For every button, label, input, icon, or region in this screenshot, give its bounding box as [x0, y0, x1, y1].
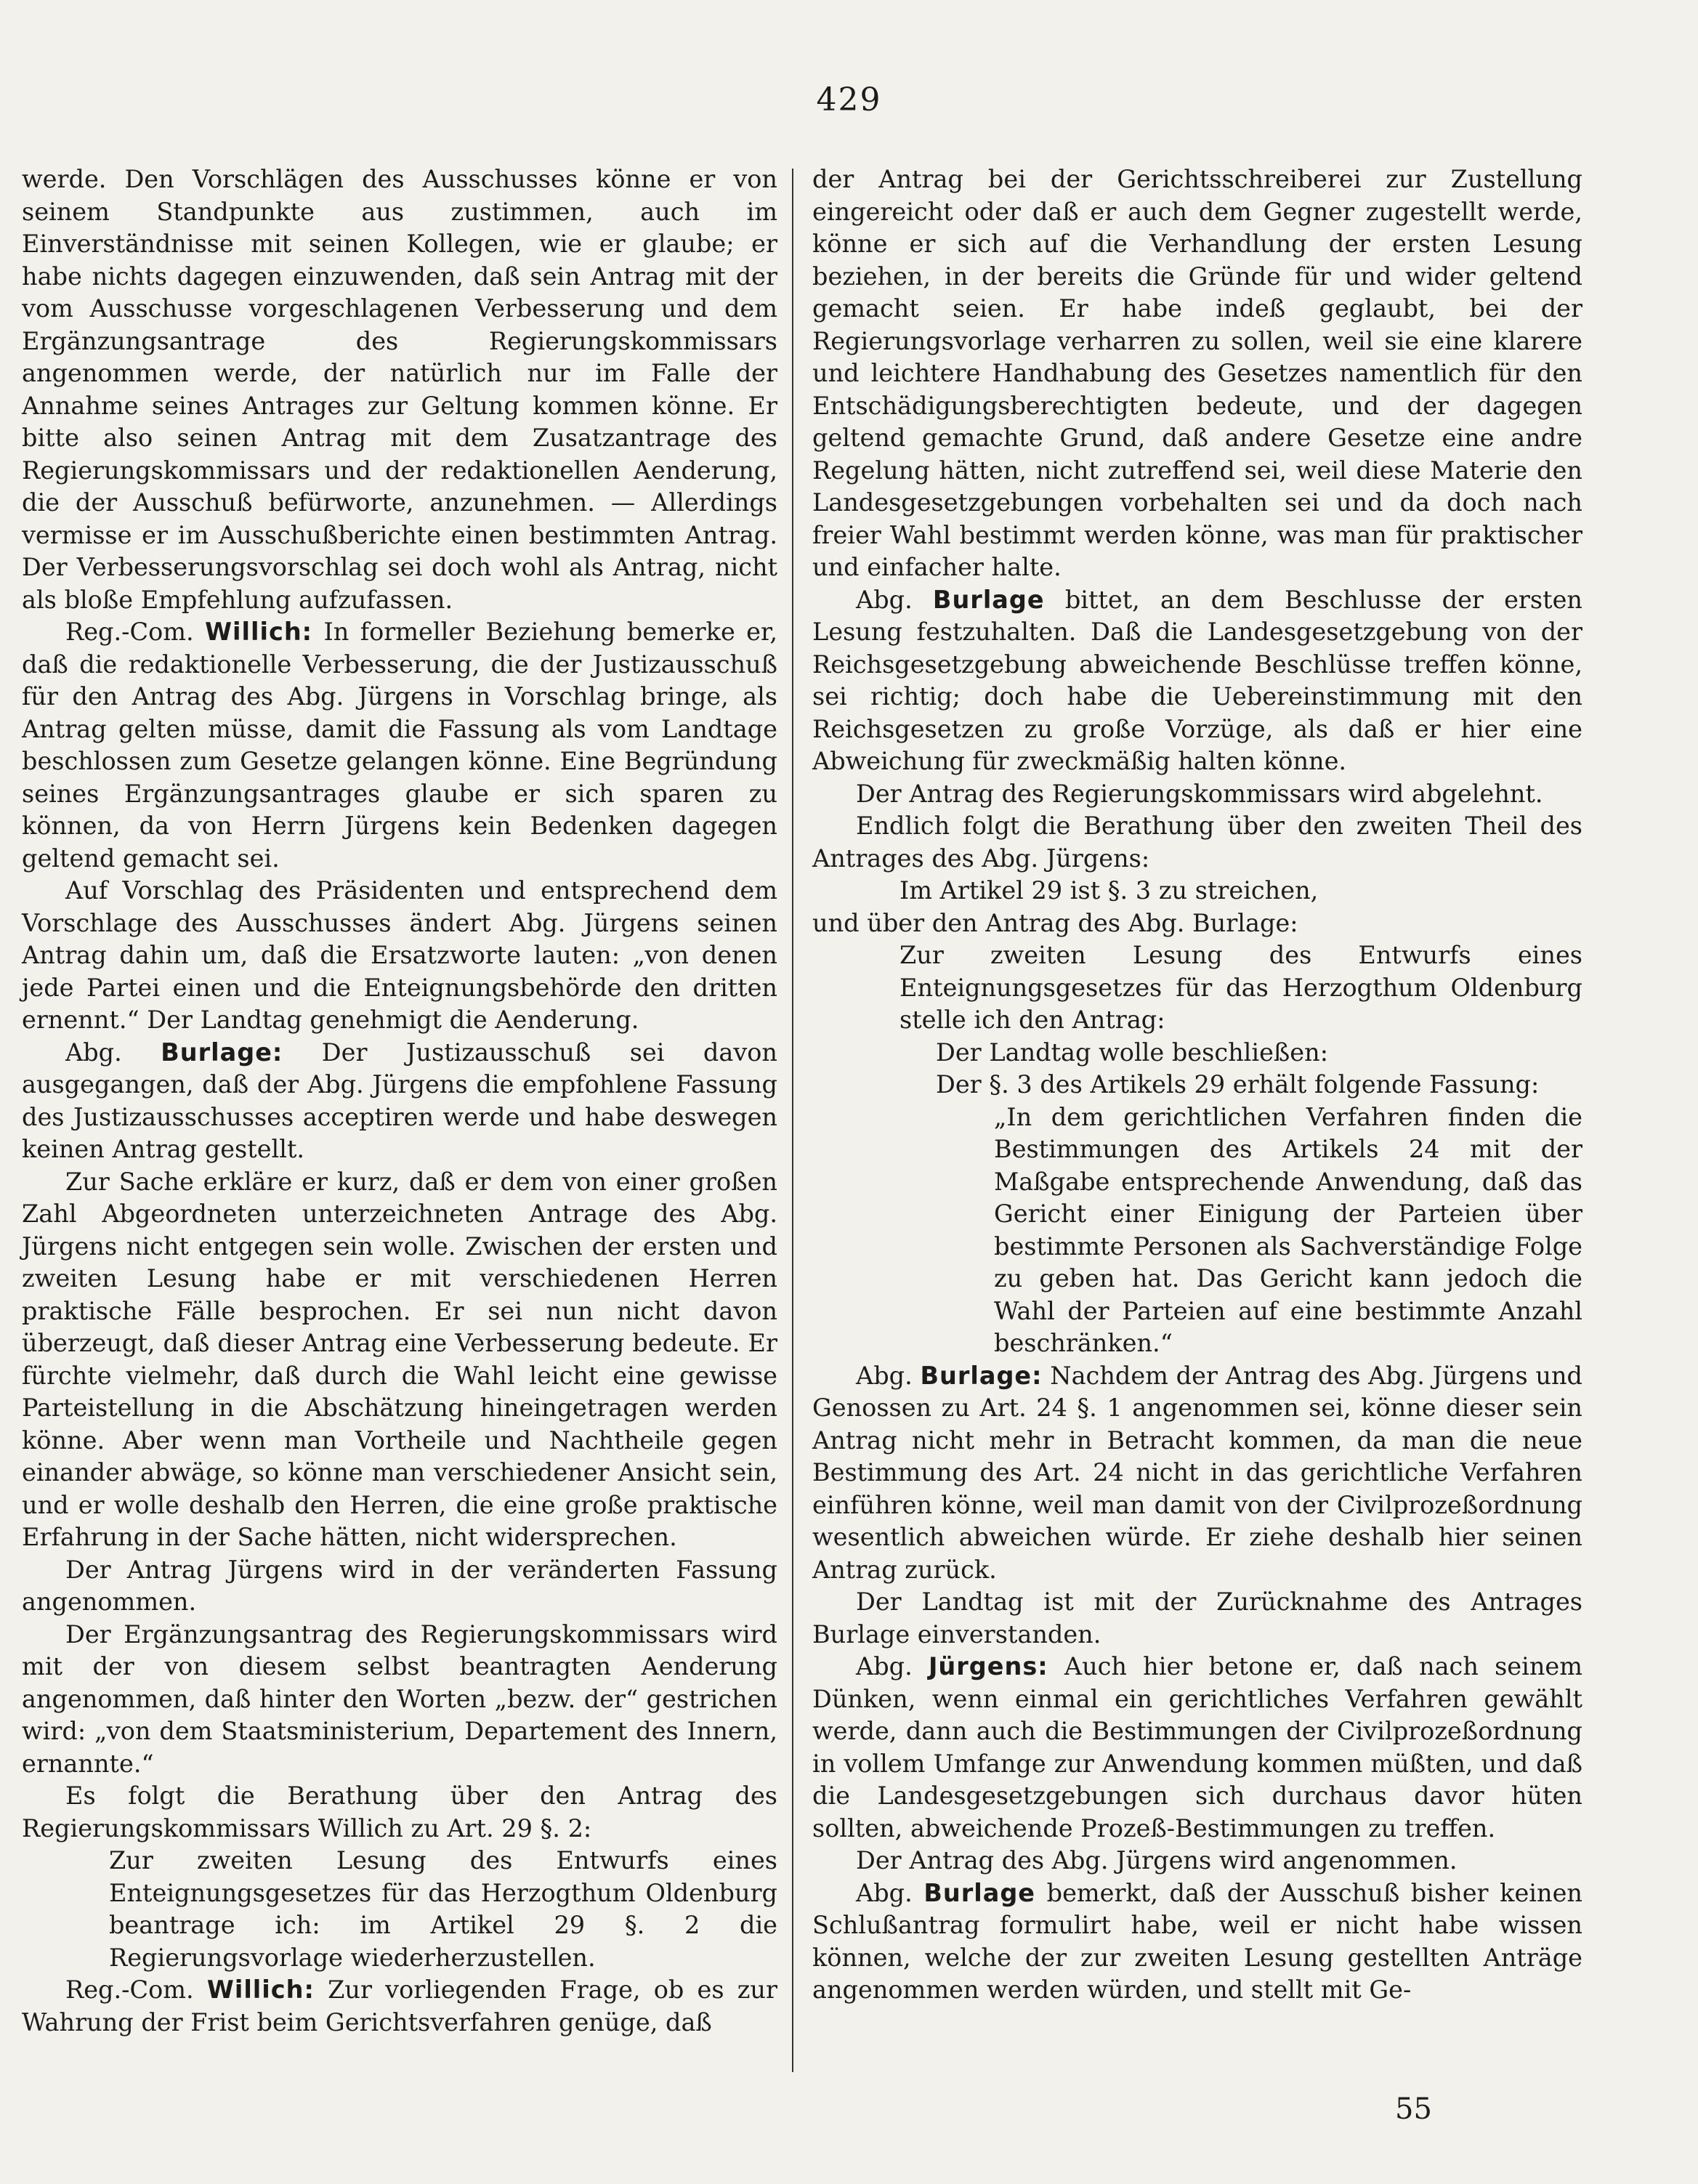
paragraph-text: Es folgt die Berathung über den Antrag des Regierungskommissars Willich zu Art. 29 §. 2:: [22, 1781, 777, 1843]
speaker-prefix: Reg.-Com.: [65, 618, 194, 646]
paragraph: [812, 810, 1582, 875]
paragraph-text: Der Antrag des Abg. Jürgens wird angenommen.: [856, 1846, 1458, 1874]
paragraph: [22, 163, 777, 616]
speaker-prefix: Abg.: [65, 1038, 122, 1067]
paragraph: [812, 1845, 1582, 1877]
paragraph: [899, 875, 1582, 907]
speaker-prefix: Abg.: [856, 1652, 913, 1681]
paragraph-text: In formeller Beziehung bemerke er, daß die redaktionelle Verbesserung, die der Justizausschuß für den Antrag des Abg. Jürgens in Vorschlag bringe, als Antrag gelten müsse, damit die Fassung als vom Landtage beschlossen zum Gesetze gelangen könne. Eine Begründung seines Ergänzungsantrages glaube er sich sparen zu können, da von Herrn Jürgens kein Bedenken dagegen geltend gemacht sei.: [22, 618, 777, 873]
speaker-name: Willich:: [206, 1975, 315, 2004]
speaker-name: Burlage:: [920, 1361, 1043, 1390]
paragraph: [936, 1037, 1582, 1069]
paragraph: [22, 1974, 777, 2039]
paragraph-text: Der §. 3 des Artikels 29 erhält folgende Fassung:: [936, 1070, 1540, 1099]
speaker-name: Willich:: [205, 618, 313, 646]
page-number: 429: [816, 81, 882, 118]
paragraph: [109, 1845, 777, 1974]
paragraph: [812, 584, 1582, 778]
paragraph-text: Zur zweiten Lesung des Entwurfs eines Enteignungsgesetzes für das Herzogthum Oldenburg stelle ich den Antrag:: [899, 941, 1582, 1034]
paragraph-text: der Antrag bei der Gerichtsschreiberei zur Zustellung eingereicht oder daß er auch dem Gegner zugestellt werde, könne er sich auf die Verhandlung der ersten Lesung beziehen, in der bereits die Gründe für und wider geltend gemacht seien. Er habe indeß geglaubt, bei der Regierungsvorlage verharren zu sollen, weil sie eine klarere und leichtere Handhabung des Gesetzes namentlich für den Entschädigungsberechtigten bedeute, und der dagegen geltend gemachte Grund, daß andere Gesetze eine andre Regelung hätten, nicht zutreffend sei, weil diese Materie den Landesgesetzgebungen vorbehalten sei und da doch nach freier Wahl bestimmt werden könne, was man für praktischer und einfacher halte.: [812, 165, 1582, 581]
paragraph-text: Der Antrag Jürgens wird in der veränderten Fassung angenommen.: [22, 1555, 777, 1616]
right-column: [812, 163, 1582, 2007]
speaker-prefix: Abg.: [856, 1361, 913, 1390]
paragraph: [22, 616, 777, 875]
paragraph-text: und über den Antrag des Abg. Burlage:: [812, 908, 1298, 937]
speaker-prefix: Abg.: [856, 585, 913, 614]
paragraph-text: Auch hier betone er, daß nach seinem Dünken, wenn einmal ein gerichtliches Verfahren gewählt werde, dann auch die Bestimmungen der Civilprozeßordnung in vollem Umfange zur Anwendung kommen müßten, und daß die Landesgesetzgebungen sich durchaus davor hüten sollten, abweichende Prozeß-Bestimmungen zu treffen.: [812, 1652, 1582, 1843]
left-column: [22, 163, 777, 2039]
speaker-name: Burlage:: [161, 1038, 283, 1067]
paragraph: [899, 939, 1582, 1037]
paragraph: [22, 1619, 777, 1781]
paragraph-text: Endlich folgt die Berathung über den zweiten Theil des Antrages des Abg. Jürgens:: [812, 812, 1582, 873]
footer-number: 55: [1395, 2092, 1432, 2126]
paragraph-text: Im Artikel 29 ist §. 3 zu streichen,: [899, 876, 1319, 905]
paragraph: [812, 1651, 1582, 1845]
paragraph-text: Der Antrag des Regierungskommissars wird abgelehnt.: [856, 779, 1543, 808]
paragraph-text: Nachdem der Antrag des Abg. Jürgens und Genossen zu Art. 24 §. 1 angenommen sei, könne dieser sein Antrag nicht mehr in Betracht kommen, da man die neue Bestimmung des Art. 24 nicht in das gerichtliche Verfahren einführen könne, weil man damit von der Civilprozeßordnung wesentlich abweichen würde. Er ziehe deshalb hier seinen Antrag zurück.: [812, 1361, 1582, 1584]
paragraph: [812, 907, 1582, 940]
paragraph-text: bemerkt, daß der Ausschuß bisher keinen Schlußantrag formulirt habe, weil er nicht habe wissen können, welche der zur zweiten Lesung gestellten Anträge angenommen werden würden, und stellt mit Ge-: [812, 1878, 1582, 2004]
speaker-prefix: Abg.: [856, 1878, 913, 1907]
speaker-name: Jürgens:: [928, 1652, 1048, 1681]
column-rule: [792, 169, 793, 2072]
paragraph: [22, 1780, 777, 1845]
paragraph: [22, 1037, 777, 1166]
speaker-name: Burlage: [923, 1878, 1036, 1907]
paragraph-text: Der Justizausschuß sei davon ausgegangen, daß der Abg. Jürgens die empfohlene Fassung des Justizausschusses acceptiren werde und habe deswegen keinen Antrag gestellt.: [22, 1038, 777, 1163]
paragraph-text: Zur Sache erkläre er kurz, daß er dem von einer großen Zahl Abgeordneten unterzeichneten Antrage des Abg. Jürgens nicht entgegen sein wolle. Zwischen der ersten und zweiten Lesung habe er mit verschiedenen Herren praktische Fälle besprochen. Er sei nun nicht davon überzeugt, daß dieser Antrag eine Verbesserung bedeute. Er fürchte vielmehr, daß durch die Wahl leicht eine gewisse Parteistellung in die Abschätzung hineingetragen werden könne. Aber wenn man Vortheile und Nachtheile gegen einander abwäge, so könne man verschiedener Ansicht sein, und er wolle deshalb den Herren, die eine große praktische Erfahrung in der Sache hätten, nicht widersprechen.: [22, 1167, 777, 1551]
paragraph-text: Zur vorliegenden Frage, ob es zur Wahrung der Frist beim Gerichtsverfahren genüge, daß: [22, 1975, 777, 2037]
paragraph: [812, 1360, 1582, 1587]
paragraph-text: bittet, an dem Beschlusse der ersten Lesung festzuhalten. Daß die Landesgesetzgebung von der Reichsgesetzgebung abweichende Beschlüsse treffen könne, sei richtig; doch habe die Uebereinstimmung mit den Reichsgesetzen zu große Vorzüge, als daß er hier eine Abweichung für zweckmäßig halten könne.: [812, 585, 1582, 775]
paragraph: [22, 875, 777, 1037]
paragraph-text: werde. Den Vorschlägen des Ausschusses könne er von seinem Standpunkte aus zustimmen, auch im Einverständnisse mit seinen Kollegen, wie er glaube; er habe nichts dagegen einzuwenden, daß sein Antrag mit der vom Ausschusse vorgeschlagenen Verbesserung und dem Ergänzungsantrage des Regierungskommissars angenommen werde, der natürlich nur im Falle der Annahme seines Antrages zur Geltung kommen könne. Er bitte also seinen Antrag mit dem Zusatzantrage des Regierungskommissars und der redaktionellen Aenderung, die der Ausschuß befürworte, anzunehmen. — Allerdings vermisse er im Ausschußberichte einen bestimmten Antrag. Der Verbesserungsvorschlag sei doch wohl als Antrag, nicht als bloße Empfehlung aufzufassen.: [22, 165, 777, 614]
paragraph: [22, 1166, 777, 1554]
paragraph-text: Der Ergänzungsantrag des Regierungskommissars wird mit der von diesem selbst beantragten Aenderung angenommen, daß hinter den Worten „bezw. der“ gestrichen wird: „von dem Staatsministerium, Departement des Innern, ernannte.“: [22, 1619, 777, 1778]
paragraph: [812, 1586, 1582, 1651]
paragraph-text: Auf Vorschlag des Präsidenten und entsprechend dem Vorschlage des Ausschusses ändert Abg. Jürgens seinen Antrag dahin um, daß die Ersatzworte lauten: „von denen jede Partei einen und die Enteignungsbehörde den dritten ernennt.“ Der Landtag genehmigt die Aenderung.: [22, 876, 777, 1034]
paragraph: [994, 1101, 1582, 1360]
speaker-name: Burlage: [932, 585, 1045, 614]
paragraph: [812, 1877, 1582, 2007]
paragraph-text: „In dem gerichtlichen Verfahren finden die Bestimmungen des Artikels 24 mit der Maßgabe entsprechende Anwendung, daß das Gericht einer Einigung der Parteien über bestimmte Personen als Sachverständige Folge zu geben hat. Das Gericht kann jedoch die Wahl der Parteien auf eine bestimmte Anzahl beschränken.“: [994, 1102, 1582, 1357]
paragraph: [936, 1069, 1582, 1101]
paragraph-text: Der Landtag ist mit der Zurücknahme des Antrages Burlage einverstanden.: [812, 1588, 1582, 1649]
paragraph-text: Der Landtag wolle beschließen:: [936, 1038, 1328, 1067]
paragraph-text: Zur zweiten Lesung des Entwurfs eines Enteignungsgesetzes für das Herzogthum Oldenburg beantrage ich: im Artikel 29 §. 2 die Regierungsvorlage wiederherzustellen.: [109, 1846, 777, 1972]
paragraph: [812, 778, 1582, 811]
paragraph: [22, 1554, 777, 1619]
speaker-prefix: Reg.-Com.: [65, 1975, 194, 2004]
paragraph: [812, 163, 1582, 584]
